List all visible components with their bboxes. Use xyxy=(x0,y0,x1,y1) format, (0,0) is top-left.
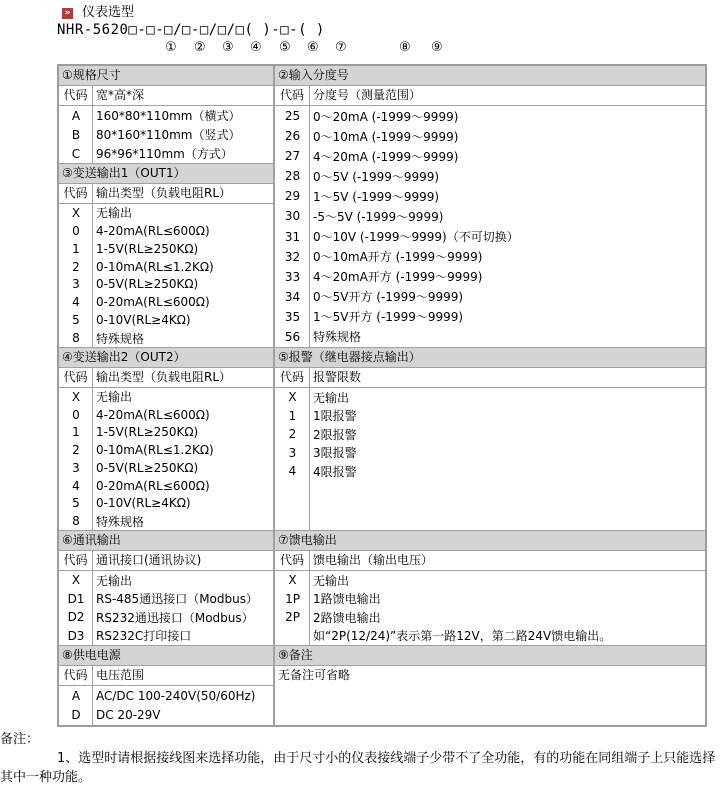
table-row xyxy=(59,590,273,609)
code-column-header: 代码 xyxy=(275,551,310,570)
code-cell: 4 xyxy=(72,295,80,310)
table-row xyxy=(275,388,705,407)
code-cell: X xyxy=(288,390,297,405)
desc-cell: 0-10V(RL≥4KΩ) xyxy=(96,496,191,511)
table-row xyxy=(59,441,273,459)
table-row xyxy=(275,126,705,146)
table-row xyxy=(59,512,273,530)
table-row xyxy=(59,106,273,125)
desc-column-header: 输出类型（负载电阻RL） xyxy=(96,370,232,384)
selection-table xyxy=(57,64,707,727)
desc-cell: 如“2P(12/24)”表示第一路12V，第二路24V馈电输出。 xyxy=(313,629,612,644)
code-cell: 5 xyxy=(72,313,80,328)
desc-cell: RS232C打印接口 xyxy=(96,629,192,644)
code-cell: 4 xyxy=(288,464,297,479)
table-row xyxy=(275,627,705,646)
band1-right-column xyxy=(275,66,705,347)
desc-cell: 4～20mA开方 (-1999～9999) xyxy=(313,270,483,285)
remark-text: 无备注可省略 xyxy=(278,668,351,682)
table-row xyxy=(275,287,705,307)
table-row xyxy=(275,327,705,347)
desc-cell: 1-5V(RL≥250KΩ) xyxy=(96,425,199,440)
desc-cell: 160*80*110mm（横式） xyxy=(96,109,241,123)
desc-cell: 1-5V(RL≥250KΩ) xyxy=(96,241,199,256)
desc-cell: RS232通迅接口（Modbus） xyxy=(96,610,254,625)
code-column-header: 代码 xyxy=(59,368,93,387)
table-row xyxy=(275,146,705,166)
model-code-line: NHR-5620□-□-□/□-□/□/□( )-□-( ) xyxy=(57,22,325,38)
table-row xyxy=(59,204,273,222)
section-out2-header: ④变送输出2（OUT2） xyxy=(59,348,273,368)
table-row xyxy=(59,406,273,424)
table-row xyxy=(59,311,273,329)
table-row xyxy=(275,247,705,267)
marker-9: ⑨ xyxy=(431,40,443,55)
table-row xyxy=(275,571,705,590)
desc-column-header: 输出类型（负载电阻RL） xyxy=(96,186,232,200)
code-cell: 5 xyxy=(72,496,80,511)
section-feed-power xyxy=(275,531,705,645)
desc-cell: -5～5V (-1999～9999) xyxy=(313,209,444,224)
table-row xyxy=(59,608,273,627)
code-cell: B xyxy=(71,127,81,142)
code-cell: 8 xyxy=(72,514,80,529)
code-cell: 32 xyxy=(284,249,301,264)
table-row xyxy=(59,125,273,144)
desc-cell: 无输出 xyxy=(96,573,133,588)
code-cell: 3 xyxy=(288,445,297,460)
desc-column-header: 馈电输出（输出电压） xyxy=(313,553,434,567)
desc-cell: 0-5V(RL≥250KΩ) xyxy=(96,460,199,475)
table-row xyxy=(275,307,705,327)
page-title: 仪表选型 xyxy=(82,5,135,20)
table-row xyxy=(59,293,273,311)
footnote-1: 1、选型时请根据接线图来选择功能，由于尺寸小的仪表接线端子少带不了全功能，有的功能在同组端子上只能选择其中一种功能。 xyxy=(0,751,716,785)
code-cell: 0 xyxy=(72,407,80,422)
section-out2-body xyxy=(59,388,273,530)
desc-column-header: 宽*高*深 xyxy=(96,88,145,102)
section-remark xyxy=(275,646,705,725)
code-cell: 33 xyxy=(284,269,301,284)
section-size-header: ①规格尺寸 xyxy=(59,66,273,86)
code-column-header: 代码 xyxy=(59,666,93,685)
table-row xyxy=(275,608,705,627)
desc-cell: 1～5V开方 (-1999～9999) xyxy=(313,310,464,325)
desc-cell: 0-10mA(RL≤1.2KΩ) xyxy=(96,443,214,458)
desc-cell: 无输出 xyxy=(96,390,133,405)
desc-cell: 0～5V (-1999～9999) xyxy=(313,169,440,184)
desc-cell: 4限报警 xyxy=(313,464,357,479)
section-out2 xyxy=(59,348,273,530)
desc-cell: 0～10mA开方 (-1999～9999) xyxy=(313,250,483,265)
code-cell: A xyxy=(71,688,81,703)
desc-cell: 特殊规格 xyxy=(96,331,145,346)
table-band-4 xyxy=(59,645,705,725)
desc-cell: 0-20mA(RL≤600Ω) xyxy=(96,478,210,493)
code-cell: 2P xyxy=(285,610,300,625)
table-band-3 xyxy=(59,530,705,645)
table-row xyxy=(59,627,273,646)
section-out1 xyxy=(59,163,273,347)
section-supply-header: ⑧供电电源 xyxy=(59,646,273,666)
desc-cell: 1路馈电输出 xyxy=(313,592,381,607)
band3-right-column xyxy=(275,531,705,645)
footnotes xyxy=(0,730,716,787)
code-cell: D xyxy=(71,708,81,723)
section-feed-power-body xyxy=(275,571,705,645)
code-cell: 29 xyxy=(284,189,301,204)
section-comm-body xyxy=(59,571,273,645)
code-cell: 4 xyxy=(72,478,80,493)
section-input-range-header: ②输入分度号 xyxy=(275,66,705,86)
band3-left-column xyxy=(59,531,275,645)
section-comm xyxy=(59,531,273,645)
band2-left-column xyxy=(59,348,275,530)
code-cell: D1 xyxy=(67,591,85,606)
table-row xyxy=(275,590,705,609)
table-row xyxy=(59,424,273,442)
band4-left-column xyxy=(59,646,275,725)
desc-cell: 0-10V(RL≥4KΩ) xyxy=(96,313,191,328)
section-out2-subheader xyxy=(59,368,273,388)
table-row xyxy=(59,459,273,477)
section-input-range xyxy=(275,66,705,347)
section-comm-header: ⑥通讯输出 xyxy=(59,531,273,551)
section-remark-body xyxy=(275,666,705,725)
code-cell: 0 xyxy=(72,223,80,238)
band1-left-column xyxy=(59,66,275,347)
code-cell: 2 xyxy=(288,427,297,442)
table-row xyxy=(275,226,705,246)
section-supply xyxy=(59,646,273,725)
code-column-header: 代码 xyxy=(275,86,310,105)
desc-column-header: 分度号（测量范围） xyxy=(313,88,422,102)
code-cell: 2 xyxy=(72,259,80,274)
table-row xyxy=(59,706,273,726)
code-cell: X xyxy=(71,389,81,404)
marker-1: ① xyxy=(165,40,177,55)
bullet-arrow-icon: » xyxy=(62,8,73,19)
table-row xyxy=(59,571,273,590)
desc-cell: 0～10mA (-1999～9999) xyxy=(313,129,459,144)
section-out1-subheader xyxy=(59,184,273,204)
code-cell: 30 xyxy=(284,209,301,224)
desc-cell: 2路馈电输出 xyxy=(313,610,381,625)
code-cell: 1P xyxy=(285,591,300,606)
section-comm-subheader xyxy=(59,551,273,571)
table-row xyxy=(275,407,705,426)
code-cell: 25 xyxy=(284,109,301,124)
marker-3: ③ xyxy=(222,40,234,55)
table-row xyxy=(59,686,273,706)
code-cell: 1 xyxy=(288,408,297,423)
section-supply-subheader xyxy=(59,666,273,686)
code-column-header: 代码 xyxy=(59,86,93,105)
desc-cell: 无输出 xyxy=(313,390,350,405)
table-row xyxy=(59,258,273,276)
section-size xyxy=(59,66,273,163)
section-feed-power-header: ⑦馈电输出 xyxy=(275,531,705,551)
desc-cell: 0～5V开方 (-1999～9999) xyxy=(313,290,464,305)
table-band-1 xyxy=(59,66,705,347)
code-cell: 3 xyxy=(72,460,80,475)
desc-cell: AC/DC 100-240V(50/60Hz) xyxy=(96,688,256,703)
code-cell: X xyxy=(288,573,297,588)
table-row xyxy=(59,495,273,513)
desc-cell: 0～20mA (-1999～9999) xyxy=(313,109,459,124)
desc-cell: 2限报警 xyxy=(313,427,357,442)
code-cell: 1 xyxy=(72,425,80,440)
table-row xyxy=(59,240,273,258)
table-row xyxy=(275,267,705,287)
code-cell: 34 xyxy=(284,289,301,304)
desc-cell: 无输出 xyxy=(313,573,350,588)
desc-column-header: 电压范围 xyxy=(96,668,145,682)
code-cell: 2 xyxy=(72,443,80,458)
table-row xyxy=(59,276,273,294)
position-markers xyxy=(0,40,721,56)
desc-cell: 3限报警 xyxy=(313,446,357,461)
desc-column-header: 报警限数 xyxy=(313,370,362,384)
section-feed-power-subheader xyxy=(275,551,705,571)
table-row xyxy=(275,444,705,463)
code-column-header: 代码 xyxy=(275,368,310,387)
table-row xyxy=(275,166,705,186)
desc-cell: RS-485通迅接口（Modbus） xyxy=(96,592,258,607)
code-cell: 26 xyxy=(284,129,301,144)
section-remark-header: ⑨备注 xyxy=(275,646,705,666)
table-row xyxy=(275,425,705,444)
desc-cell: 4～20mA (-1999～9999) xyxy=(313,149,459,164)
table-row xyxy=(59,222,273,240)
table-row xyxy=(59,477,273,495)
desc-cell: 特殊规格 xyxy=(96,514,145,529)
desc-cell: 96*96*110mm（方式） xyxy=(96,147,233,161)
section-size-subheader xyxy=(59,86,273,106)
section-alarm xyxy=(275,348,705,530)
desc-cell: 1限报警 xyxy=(313,409,357,424)
table-row xyxy=(59,329,273,347)
marker-7: ⑦ xyxy=(335,40,347,55)
table-row xyxy=(275,106,705,126)
desc-cell: 特殊规格 xyxy=(313,330,362,345)
marker-5: ⑤ xyxy=(279,40,291,55)
code-cell: D3 xyxy=(67,628,85,643)
table-row xyxy=(275,186,705,206)
table-row xyxy=(59,144,273,163)
section-size-body xyxy=(59,106,273,163)
marker-4: ④ xyxy=(250,40,262,55)
code-cell: X xyxy=(71,573,81,588)
table-row xyxy=(59,388,273,406)
desc-cell: 80*160*110mm（竖式） xyxy=(96,128,241,142)
desc-cell: 0～10V (-1999～9999)（不可切换） xyxy=(313,230,519,244)
code-cell: 56 xyxy=(284,329,301,344)
desc-cell: DC 20-29V xyxy=(96,708,161,723)
code-cell: 31 xyxy=(284,229,301,244)
desc-column-header: 通讯接口(通讯协议) xyxy=(96,553,202,567)
desc-cell: 0-20mA(RL≤600Ω) xyxy=(96,295,210,310)
marker-6: ⑥ xyxy=(307,40,319,55)
footnote-label: 备注： xyxy=(0,732,40,747)
section-alarm-header: ⑤报警（继电器接点输出） xyxy=(275,348,705,368)
code-cell: C xyxy=(71,146,81,161)
desc-cell: 无输出 xyxy=(96,206,133,221)
code-cell: D2 xyxy=(67,610,85,625)
code-column-header: 代码 xyxy=(59,184,93,203)
section-out1-header: ③变送输出1（OUT1） xyxy=(59,164,273,184)
code-cell: 28 xyxy=(284,169,301,184)
desc-cell: 0-10mA(RL≤1.2KΩ) xyxy=(96,259,214,274)
code-column-header: 代码 xyxy=(59,551,93,570)
desc-cell: 0-5V(RL≥250KΩ) xyxy=(96,277,199,292)
table-row xyxy=(275,462,705,481)
code-cell: 3 xyxy=(72,277,80,292)
desc-cell: 1～5V (-1999～9999) xyxy=(313,189,440,204)
code-cell: 1 xyxy=(72,241,80,256)
code-cell: 35 xyxy=(284,309,301,324)
marker-2: ② xyxy=(194,40,206,55)
table-band-2 xyxy=(59,347,705,530)
code-cell: X xyxy=(71,205,81,220)
table-row xyxy=(275,206,705,226)
section-input-range-subheader xyxy=(275,86,705,106)
code-cell: 27 xyxy=(284,149,301,164)
code-cell: 8 xyxy=(72,331,80,346)
section-out1-body xyxy=(59,204,273,347)
section-input-range-body xyxy=(275,106,705,347)
desc-cell: 4-20mA(RL≤600Ω) xyxy=(96,223,210,238)
marker-8: ⑧ xyxy=(399,40,411,55)
section-alarm-body xyxy=(275,388,705,530)
section-supply-body xyxy=(59,686,273,725)
code-cell: A xyxy=(71,108,81,123)
section-alarm-subheader xyxy=(275,368,705,388)
desc-cell: 4-20mA(RL≤600Ω) xyxy=(96,407,210,422)
band2-right-column xyxy=(275,348,705,530)
band4-right-column xyxy=(275,646,705,725)
